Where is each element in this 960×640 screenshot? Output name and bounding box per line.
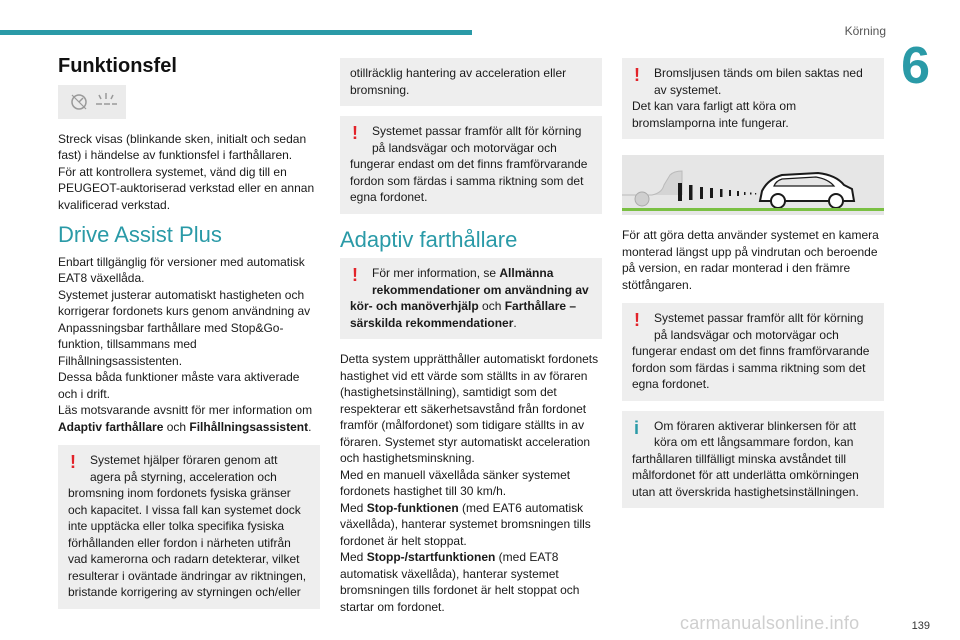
speedometer-warning-icon (58, 85, 126, 119)
paragraph: Med en manuell växellåda sänker systemet fordonets hastighet till 30 km/h. (340, 467, 571, 498)
text-run: (med EAT8 automatisk växellåda), hanterar systemet bromsningen tills fordonet är helt stoppat och startar om fordonet. (340, 550, 580, 614)
text-run: och (478, 299, 505, 313)
column-1 (58, 54, 320, 619)
text-run: . (308, 419, 312, 434)
paragraph (58, 402, 320, 435)
note-text: Det kan vara farligt att köra om bromslamporna inte fungerar. (632, 99, 797, 130)
text-run: och (163, 419, 190, 434)
paragraph: För att göra detta använder systemet en kamera monterad längst upp på vindrutan och beroende på version, en radar monterad i den främre stötfångaren. (622, 228, 879, 292)
link-farthallare-rekommendationer: Farthållare – särskilda rekommendationer (350, 299, 577, 330)
warning-note-continued (340, 58, 602, 106)
link-allmanna-rekommendationer: Allmänna rekommendationer om användning av (372, 266, 589, 297)
note-text: fungerar endast om det finns framförvarande fordon som färdas i samma riktning som det egna fordonet. (632, 344, 870, 391)
note-text (350, 298, 592, 331)
link-adaptiv-farthallare: Adaptiv farthållare (58, 419, 164, 434)
note-text: Bromsljusen tänds om bilen saktas ned av systemet. (654, 66, 863, 97)
warning-exclamation-icon: ! (634, 65, 640, 85)
note-text: Systemet passar framför allt för körning på landsvägar och motorvägar och (372, 124, 582, 155)
text-run: Med (340, 550, 367, 564)
chapter-title: Körning (844, 24, 886, 38)
warning-note (340, 116, 602, 214)
text-run: (med EAT6 automatisk växellåda), hanterar systemet bromsningen tills fordonet är helt stoppat. (340, 500, 591, 548)
info-icon: i (634, 417, 640, 438)
term-stopp-startfunktionen: Stopp-/startfunktionen (366, 550, 496, 564)
paragraph: Streck visas (blinkande sken, initialt och sedan fast) i händelse av funktionsfel i farthållaren. (58, 131, 307, 162)
warning-note (340, 258, 602, 339)
info-note (622, 411, 884, 509)
paragraph (340, 500, 602, 550)
warning-note (622, 303, 884, 401)
column-2 (340, 54, 602, 615)
note-text: Om föraren aktiverar blinkersen för att köra om ett långsammare fordon, kan (654, 418, 857, 449)
warning-note (622, 58, 884, 139)
section-title-funktionsfel: Funktionsfel (58, 55, 177, 77)
warning-exclamation-icon: ! (352, 123, 358, 143)
note-text: Systemet passar framför allt för körning på landsvägar och motorvägar och (654, 311, 864, 342)
text-run: Med (340, 500, 367, 515)
warning-exclamation-icon: ! (634, 310, 640, 330)
warning-exclamation-icon: ! (70, 452, 76, 472)
link-kor-och-manoverhjalp: kör- och manöverhjälp (350, 299, 479, 313)
warning-note (58, 445, 320, 609)
column-3 (622, 54, 884, 518)
text-run: . (513, 315, 517, 330)
header-accent-bar (0, 30, 472, 35)
link-filhallningsassistent: Filhållningsassistent (189, 419, 309, 434)
paragraph: Enbart tillgänglig för versioner med automatisk EAT8 växellåda. (58, 254, 305, 285)
note-text: otillräcklig hantering av acceleration eller bromsning. (350, 66, 567, 97)
paragraph: Dessa båda funktioner måste vara aktiverade och i drift. (58, 370, 300, 401)
page-number: 139 (911, 620, 930, 632)
paragraph (340, 549, 602, 615)
paragraph: Detta system upprätthåller automatiskt fordonets hastighet vid ett värde som ställts in av föraren (hastighetsinställning), samtidigt som det respekterar ett säkerhetsavstånd från fordonet framför (målfordonet) som tidigare ställts in av föraren. Systemet styr automatiskt acceleration och hastighetsminskning. (340, 352, 599, 465)
note-text: farthållaren tillfälligt minska avståndet till målfordonet för att underlätta omkörningen utan att överskrida hastighetsinställningen. (632, 451, 859, 499)
car-radar-illustration (622, 155, 884, 215)
note-text: fungerar endast om det finns framförvarande fordon som färdas i samma riktning som det egna fordonet. (350, 157, 588, 204)
note-text: Systemet hjälper föraren genom att agera på styrning, acceleration och (90, 453, 278, 484)
chapter-number: 6 (901, 37, 930, 95)
section-title-adaptiv-farthallare: Adaptiv farthållare (340, 226, 518, 252)
section-title-drive-assist: Drive Assist Plus (58, 222, 222, 247)
paragraph: Systemet justerar automatiskt hastigheten och korrigerar fordonets kurs genom användning av Anpassningsbar farthållare med Stop&Go-funktion, tillsammans med Filhållningsassistenten. (58, 287, 311, 368)
term-stop-funktionen: Stop-funktionen (366, 500, 459, 515)
text-run: För mer information, se (372, 266, 500, 280)
note-text (350, 265, 592, 298)
paragraph: För att kontrollera systemet, vänd dig till en PEUGEOT-auktoriserad verkstad eller en annan kvalificerad verkstad. (58, 164, 315, 212)
text-run: Läs motsvarande avsnitt för mer information om (58, 403, 313, 417)
watermark: carmanualsonline.info (680, 613, 860, 633)
warning-exclamation-icon: ! (352, 265, 358, 285)
note-text: bromsning inom fordonets fysiska gränser och kapacitet. I vissa fall kan systemet dock inte upptäcka eller tolka specifika fysiska förhållanden eller fordon i närheten utifrån vad kamerorna och radarn detekterar, vilket resulterar i oväntade ändringar av riktningen, bristande korrigering av styrningen och/eller (68, 486, 307, 599)
